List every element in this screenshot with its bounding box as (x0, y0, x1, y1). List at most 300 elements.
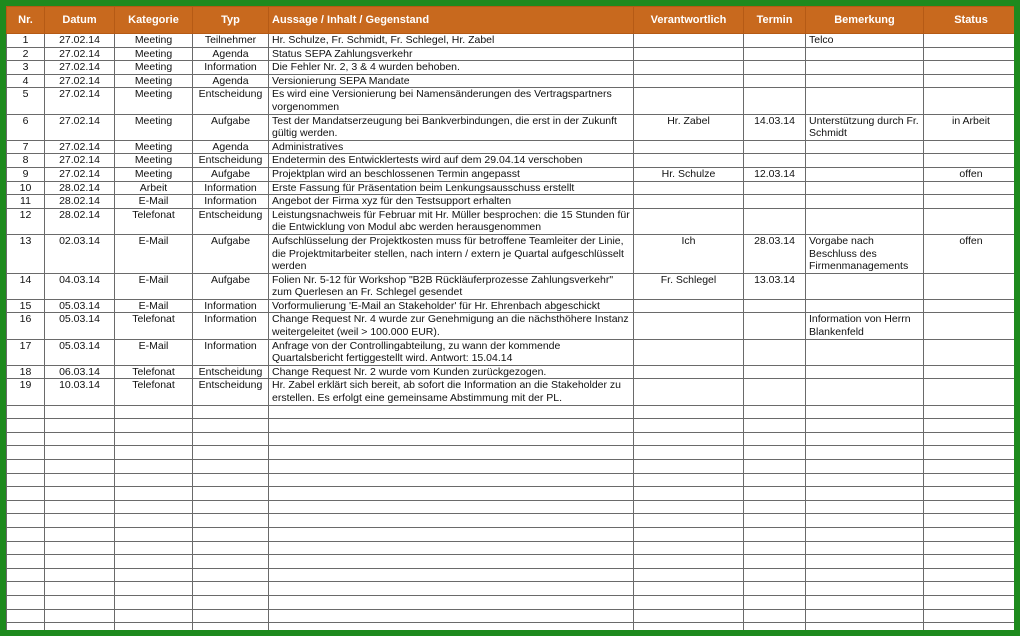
cell-bemerkung[interactable] (806, 365, 924, 379)
empty-cell[interactable] (634, 514, 744, 528)
empty-cell[interactable] (924, 419, 1015, 433)
cell-nr[interactable]: 15 (7, 299, 45, 313)
empty-cell[interactable] (269, 527, 634, 541)
empty-cell[interactable] (7, 487, 45, 501)
empty-cell[interactable] (744, 582, 806, 596)
cell-inhalt[interactable]: Es wird eine Versionierung bei Namensänderungen des Vertragspartners vorgenommen (269, 88, 634, 114)
empty-cell[interactable] (924, 500, 1015, 514)
col-header-inhalt[interactable]: Aussage / Inhalt / Gegenstand (269, 7, 634, 34)
cell-datum[interactable]: 27.02.14 (45, 88, 115, 114)
empty-cell[interactable] (115, 582, 193, 596)
empty-cell[interactable] (744, 527, 806, 541)
cell-inhalt[interactable]: Angebot der Firma xyz für den Testsupport erhalten (269, 195, 634, 209)
empty-cell[interactable] (634, 582, 744, 596)
cell-status[interactable]: in Arbeit (924, 114, 1015, 140)
cell-nr[interactable]: 11 (7, 195, 45, 209)
cell-status[interactable] (924, 339, 1015, 365)
empty-cell[interactable] (45, 460, 115, 474)
empty-cell[interactable] (7, 582, 45, 596)
cell-verantwortlich[interactable] (634, 88, 744, 114)
empty-cell[interactable] (634, 460, 744, 474)
empty-cell[interactable] (806, 582, 924, 596)
cell-verantwortlich[interactable] (634, 154, 744, 168)
empty-cell[interactable] (634, 541, 744, 555)
col-header-datum[interactable]: Datum (45, 7, 115, 34)
empty-cell[interactable] (45, 514, 115, 528)
empty-cell[interactable] (924, 568, 1015, 582)
cell-status[interactable]: offen (924, 167, 1015, 181)
cell-nr[interactable]: 17 (7, 339, 45, 365)
col-header-nr[interactable]: Nr. (7, 7, 45, 34)
cell-termin[interactable] (744, 88, 806, 114)
cell-termin[interactable] (744, 313, 806, 339)
cell-bemerkung[interactable] (806, 74, 924, 88)
empty-cell[interactable] (924, 527, 1015, 541)
cell-kategorie[interactable]: Telefonat (115, 208, 193, 234)
cell-kategorie[interactable]: Telefonat (115, 379, 193, 405)
cell-status[interactable] (924, 61, 1015, 75)
empty-cell[interactable] (806, 595, 924, 609)
cell-inhalt[interactable]: Hr. Schulze, Fr. Schmidt, Fr. Schlegel, Hr. Zabel (269, 34, 634, 48)
cell-kategorie[interactable]: Meeting (115, 88, 193, 114)
empty-cell[interactable] (806, 514, 924, 528)
cell-verantwortlich[interactable] (634, 208, 744, 234)
empty-cell[interactable] (45, 555, 115, 569)
cell-verantwortlich[interactable]: Fr. Schlegel (634, 273, 744, 299)
cell-datum[interactable]: 27.02.14 (45, 61, 115, 75)
empty-cell[interactable] (193, 405, 269, 419)
empty-cell[interactable] (45, 527, 115, 541)
cell-nr[interactable]: 1 (7, 34, 45, 48)
empty-cell[interactable] (193, 487, 269, 501)
cell-inhalt[interactable]: Projektplan wird an beschlossenen Termin angepasst (269, 167, 634, 181)
cell-inhalt[interactable]: Versionierung SEPA Mandate (269, 74, 634, 88)
empty-cell[interactable] (115, 541, 193, 555)
empty-cell[interactable] (115, 419, 193, 433)
empty-cell[interactable] (45, 595, 115, 609)
empty-cell[interactable] (924, 514, 1015, 528)
cell-termin[interactable] (744, 34, 806, 48)
cell-datum[interactable]: 28.02.14 (45, 195, 115, 209)
cell-bemerkung[interactable] (806, 208, 924, 234)
empty-cell[interactable] (634, 555, 744, 569)
cell-inhalt[interactable]: Change Request Nr. 2 wurde vom Kunden zurückgezogen. (269, 365, 634, 379)
empty-cell[interactable] (634, 609, 744, 623)
col-header-kategorie[interactable]: Kategorie (115, 7, 193, 34)
empty-cell[interactable] (634, 623, 744, 630)
cell-status[interactable] (924, 379, 1015, 405)
empty-cell[interactable] (7, 514, 45, 528)
empty-cell[interactable] (269, 473, 634, 487)
empty-cell[interactable] (744, 595, 806, 609)
cell-typ[interactable]: Agenda (193, 140, 269, 154)
cell-status[interactable] (924, 208, 1015, 234)
cell-typ[interactable]: Entscheidung (193, 88, 269, 114)
empty-cell[interactable] (806, 432, 924, 446)
cell-typ[interactable]: Aufgabe (193, 234, 269, 273)
empty-cell[interactable] (193, 541, 269, 555)
empty-cell[interactable] (744, 623, 806, 630)
cell-typ[interactable]: Teilnehmer (193, 34, 269, 48)
empty-cell[interactable] (193, 582, 269, 596)
empty-cell[interactable] (115, 609, 193, 623)
cell-termin[interactable]: 28.03.14 (744, 234, 806, 273)
cell-status[interactable] (924, 273, 1015, 299)
empty-cell[interactable] (115, 405, 193, 419)
empty-cell[interactable] (7, 419, 45, 433)
empty-cell[interactable] (269, 487, 634, 501)
cell-verantwortlich[interactable] (634, 181, 744, 195)
cell-bemerkung[interactable] (806, 154, 924, 168)
empty-cell[interactable] (193, 419, 269, 433)
empty-cell[interactable] (806, 541, 924, 555)
cell-termin[interactable] (744, 154, 806, 168)
cell-inhalt[interactable]: Change Request Nr. 4 wurde zur Genehmigung an die nächsthöhere Instanz weitergeleitet (weil > 100.000 EUR). (269, 313, 634, 339)
cell-inhalt[interactable]: Administratives (269, 140, 634, 154)
empty-cell[interactable] (45, 623, 115, 630)
empty-cell[interactable] (924, 405, 1015, 419)
empty-cell[interactable] (924, 541, 1015, 555)
empty-cell[interactable] (806, 419, 924, 433)
empty-cell[interactable] (193, 446, 269, 460)
cell-datum[interactable]: 05.03.14 (45, 299, 115, 313)
empty-cell[interactable] (924, 432, 1015, 446)
cell-termin[interactable]: 12.03.14 (744, 167, 806, 181)
empty-cell[interactable] (269, 623, 634, 630)
cell-datum[interactable]: 27.02.14 (45, 74, 115, 88)
empty-cell[interactable] (634, 419, 744, 433)
empty-cell[interactable] (806, 623, 924, 630)
cell-nr[interactable]: 7 (7, 140, 45, 154)
cell-kategorie[interactable]: Meeting (115, 154, 193, 168)
empty-cell[interactable] (193, 609, 269, 623)
cell-bemerkung[interactable]: Information von Herrn Blankenfeld (806, 313, 924, 339)
empty-cell[interactable] (634, 500, 744, 514)
empty-cell[interactable] (115, 527, 193, 541)
empty-cell[interactable] (269, 555, 634, 569)
empty-cell[interactable] (193, 595, 269, 609)
cell-nr[interactable]: 5 (7, 88, 45, 114)
empty-cell[interactable] (744, 460, 806, 474)
cell-typ[interactable]: Entscheidung (193, 208, 269, 234)
cell-typ[interactable]: Entscheidung (193, 365, 269, 379)
cell-datum[interactable]: 28.02.14 (45, 181, 115, 195)
cell-termin[interactable] (744, 339, 806, 365)
cell-verantwortlich[interactable] (634, 140, 744, 154)
empty-cell[interactable] (7, 527, 45, 541)
cell-typ[interactable]: Agenda (193, 47, 269, 61)
empty-cell[interactable] (744, 432, 806, 446)
cell-nr[interactable]: 8 (7, 154, 45, 168)
cell-nr[interactable]: 18 (7, 365, 45, 379)
empty-cell[interactable] (45, 432, 115, 446)
empty-cell[interactable] (7, 568, 45, 582)
cell-status[interactable] (924, 154, 1015, 168)
empty-cell[interactable] (115, 460, 193, 474)
cell-verantwortlich[interactable] (634, 379, 744, 405)
empty-cell[interactable] (7, 609, 45, 623)
cell-termin[interactable] (744, 365, 806, 379)
empty-cell[interactable] (115, 500, 193, 514)
cell-datum[interactable]: 28.02.14 (45, 208, 115, 234)
cell-typ[interactable]: Information (193, 181, 269, 195)
empty-cell[interactable] (269, 514, 634, 528)
empty-cell[interactable] (193, 460, 269, 474)
empty-cell[interactable] (45, 582, 115, 596)
cell-datum[interactable]: 27.02.14 (45, 154, 115, 168)
cell-inhalt[interactable]: Status SEPA Zahlungsverkehr (269, 47, 634, 61)
cell-nr[interactable]: 3 (7, 61, 45, 75)
cell-termin[interactable] (744, 208, 806, 234)
empty-cell[interactable] (634, 568, 744, 582)
empty-cell[interactable] (806, 568, 924, 582)
cell-kategorie[interactable]: Meeting (115, 167, 193, 181)
cell-verantwortlich[interactable] (634, 299, 744, 313)
empty-cell[interactable] (7, 500, 45, 514)
cell-kategorie[interactable]: Telefonat (115, 365, 193, 379)
cell-verantwortlich[interactable] (634, 339, 744, 365)
empty-cell[interactable] (115, 473, 193, 487)
empty-cell[interactable] (744, 446, 806, 460)
cell-kategorie[interactable]: E-Mail (115, 339, 193, 365)
cell-datum[interactable]: 27.02.14 (45, 34, 115, 48)
empty-cell[interactable] (269, 432, 634, 446)
empty-cell[interactable] (806, 609, 924, 623)
empty-cell[interactable] (744, 609, 806, 623)
cell-termin[interactable]: 13.03.14 (744, 273, 806, 299)
cell-verantwortlich[interactable]: Hr. Schulze (634, 167, 744, 181)
empty-cell[interactable] (806, 405, 924, 419)
empty-cell[interactable] (7, 432, 45, 446)
empty-cell[interactable] (193, 432, 269, 446)
empty-cell[interactable] (193, 473, 269, 487)
empty-cell[interactable] (45, 473, 115, 487)
empty-cell[interactable] (744, 514, 806, 528)
empty-cell[interactable] (744, 419, 806, 433)
cell-kategorie[interactable]: Arbeit (115, 181, 193, 195)
cell-bemerkung[interactable] (806, 61, 924, 75)
empty-cell[interactable] (269, 595, 634, 609)
cell-nr[interactable]: 4 (7, 74, 45, 88)
cell-bemerkung[interactable] (806, 167, 924, 181)
empty-cell[interactable] (744, 500, 806, 514)
cell-status[interactable] (924, 313, 1015, 339)
cell-bemerkung[interactable] (806, 299, 924, 313)
empty-cell[interactable] (924, 460, 1015, 474)
empty-cell[interactable] (806, 500, 924, 514)
empty-cell[interactable] (7, 473, 45, 487)
cell-kategorie[interactable]: E-Mail (115, 234, 193, 273)
cell-inhalt[interactable]: Anfrage von der Controllingabteilung, zu wann der kommende Quartalsbericht fertiggestellt wird. Antwort: 15.04.14 (269, 339, 634, 365)
cell-verantwortlich[interactable] (634, 34, 744, 48)
empty-cell[interactable] (193, 527, 269, 541)
cell-typ[interactable]: Information (193, 339, 269, 365)
empty-cell[interactable] (744, 568, 806, 582)
cell-bemerkung[interactable] (806, 379, 924, 405)
empty-cell[interactable] (634, 432, 744, 446)
cell-kategorie[interactable]: Meeting (115, 140, 193, 154)
empty-cell[interactable] (634, 405, 744, 419)
cell-inhalt[interactable]: Folien Nr. 5-12 für Workshop "B2B Rückläuferprozesse Zahlungsverkehr" zum Querlesen an Fr. Schlegel gesendet (269, 273, 634, 299)
empty-cell[interactable] (45, 541, 115, 555)
cell-verantwortlich[interactable] (634, 365, 744, 379)
empty-cell[interactable] (269, 568, 634, 582)
cell-nr[interactable]: 9 (7, 167, 45, 181)
empty-cell[interactable] (924, 623, 1015, 630)
empty-cell[interactable] (115, 595, 193, 609)
cell-termin[interactable] (744, 181, 806, 195)
cell-inhalt[interactable]: Erste Fassung für Präsentation beim Lenkungsausschuss erstellt (269, 181, 634, 195)
empty-cell[interactable] (924, 595, 1015, 609)
cell-typ[interactable]: Agenda (193, 74, 269, 88)
empty-cell[interactable] (634, 446, 744, 460)
cell-status[interactable] (924, 34, 1015, 48)
cell-bemerkung[interactable]: Unterstützung durch Fr. Schmidt (806, 114, 924, 140)
empty-cell[interactable] (193, 623, 269, 630)
cell-verantwortlich[interactable] (634, 47, 744, 61)
empty-cell[interactable] (7, 405, 45, 419)
empty-cell[interactable] (45, 568, 115, 582)
cell-inhalt[interactable]: Aufschlüsselung der Projektkosten muss für betroffene Teamleiter der Linie, die Projektmitarbeiter stellen, nach intern / extern je Quartal aufgeschlüsselt werden (269, 234, 634, 273)
empty-cell[interactable] (7, 541, 45, 555)
empty-cell[interactable] (7, 446, 45, 460)
cell-nr[interactable]: 13 (7, 234, 45, 273)
empty-cell[interactable] (115, 487, 193, 501)
cell-status[interactable] (924, 195, 1015, 209)
cell-termin[interactable] (744, 74, 806, 88)
cell-bemerkung[interactable] (806, 181, 924, 195)
cell-verantwortlich[interactable] (634, 195, 744, 209)
cell-inhalt[interactable]: Die Fehler Nr. 2, 3 & 4 wurden behoben. (269, 61, 634, 75)
cell-status[interactable] (924, 88, 1015, 114)
cell-kategorie[interactable]: E-Mail (115, 195, 193, 209)
cell-termin[interactable] (744, 299, 806, 313)
cell-status[interactable] (924, 140, 1015, 154)
cell-bemerkung[interactable] (806, 273, 924, 299)
cell-nr[interactable]: 14 (7, 273, 45, 299)
empty-cell[interactable] (744, 405, 806, 419)
cell-status[interactable] (924, 47, 1015, 61)
cell-kategorie[interactable]: Meeting (115, 74, 193, 88)
cell-bemerkung[interactable]: Telco (806, 34, 924, 48)
empty-cell[interactable] (269, 446, 634, 460)
empty-cell[interactable] (744, 487, 806, 501)
cell-kategorie[interactable]: Telefonat (115, 313, 193, 339)
empty-cell[interactable] (806, 446, 924, 460)
cell-termin[interactable] (744, 195, 806, 209)
empty-cell[interactable] (45, 487, 115, 501)
cell-nr[interactable]: 10 (7, 181, 45, 195)
empty-cell[interactable] (806, 460, 924, 474)
empty-cell[interactable] (269, 405, 634, 419)
empty-cell[interactable] (269, 541, 634, 555)
cell-status[interactable] (924, 365, 1015, 379)
empty-cell[interactable] (744, 541, 806, 555)
cell-datum[interactable]: 04.03.14 (45, 273, 115, 299)
empty-cell[interactable] (269, 460, 634, 474)
empty-cell[interactable] (193, 568, 269, 582)
cell-verantwortlich[interactable]: Ich (634, 234, 744, 273)
cell-typ[interactable]: Entscheidung (193, 154, 269, 168)
cell-termin[interactable] (744, 47, 806, 61)
empty-cell[interactable] (634, 595, 744, 609)
cell-datum[interactable]: 06.03.14 (45, 365, 115, 379)
cell-inhalt[interactable]: Leistungsnachweis für Februar mit Hr. Müller besprochen: die 15 Stunden für die Entwicklung von Modul abc werden herausgenommen (269, 208, 634, 234)
cell-typ[interactable]: Information (193, 61, 269, 75)
cell-inhalt[interactable]: Endetermin des Entwicklertests wird auf dem 29.04.14 verschoben (269, 154, 634, 168)
empty-cell[interactable] (634, 487, 744, 501)
empty-cell[interactable] (924, 609, 1015, 623)
cell-inhalt[interactable]: Test der Mandatserzeugung bei Bankverbindungen, die erst in der Zukunft gültig werden. (269, 114, 634, 140)
cell-kategorie[interactable]: E-Mail (115, 299, 193, 313)
empty-cell[interactable] (924, 487, 1015, 501)
col-header-termin[interactable]: Termin (744, 7, 806, 34)
empty-cell[interactable] (806, 527, 924, 541)
cell-termin[interactable]: 14.03.14 (744, 114, 806, 140)
cell-datum[interactable]: 27.02.14 (45, 47, 115, 61)
cell-typ[interactable]: Aufgabe (193, 273, 269, 299)
cell-datum[interactable]: 05.03.14 (45, 339, 115, 365)
cell-bemerkung[interactable] (806, 88, 924, 114)
empty-cell[interactable] (115, 514, 193, 528)
empty-cell[interactable] (269, 609, 634, 623)
empty-cell[interactable] (634, 527, 744, 541)
cell-datum[interactable]: 05.03.14 (45, 313, 115, 339)
cell-status[interactable]: offen (924, 234, 1015, 273)
empty-cell[interactable] (45, 405, 115, 419)
cell-status[interactable] (924, 181, 1015, 195)
empty-cell[interactable] (45, 419, 115, 433)
empty-cell[interactable] (269, 500, 634, 514)
cell-typ[interactable]: Aufgabe (193, 114, 269, 140)
empty-cell[interactable] (634, 473, 744, 487)
cell-typ[interactable]: Aufgabe (193, 167, 269, 181)
empty-cell[interactable] (924, 446, 1015, 460)
empty-cell[interactable] (115, 623, 193, 630)
col-header-status[interactable]: Status (924, 7, 1015, 34)
empty-cell[interactable] (115, 555, 193, 569)
cell-typ[interactable]: Information (193, 299, 269, 313)
cell-status[interactable] (924, 299, 1015, 313)
empty-cell[interactable] (806, 473, 924, 487)
cell-datum[interactable]: 27.02.14 (45, 140, 115, 154)
cell-verantwortlich[interactable]: Hr. Zabel (634, 114, 744, 140)
col-header-verantwortlich[interactable]: Verantwortlich (634, 7, 744, 34)
col-header-typ[interactable]: Typ (193, 7, 269, 34)
cell-verantwortlich[interactable] (634, 74, 744, 88)
empty-cell[interactable] (7, 595, 45, 609)
empty-cell[interactable] (193, 555, 269, 569)
cell-kategorie[interactable]: Meeting (115, 114, 193, 140)
cell-datum[interactable]: 27.02.14 (45, 114, 115, 140)
cell-verantwortlich[interactable] (634, 61, 744, 75)
empty-cell[interactable] (115, 432, 193, 446)
cell-termin[interactable] (744, 379, 806, 405)
cell-typ[interactable]: Information (193, 195, 269, 209)
cell-nr[interactable]: 19 (7, 379, 45, 405)
cell-kategorie[interactable]: Meeting (115, 61, 193, 75)
empty-cell[interactable] (115, 446, 193, 460)
col-header-bemerkung[interactable]: Bemerkung (806, 7, 924, 34)
cell-nr[interactable]: 2 (7, 47, 45, 61)
cell-typ[interactable]: Information (193, 313, 269, 339)
cell-kategorie[interactable]: E-Mail (115, 273, 193, 299)
empty-cell[interactable] (193, 500, 269, 514)
empty-cell[interactable] (7, 460, 45, 474)
empty-cell[interactable] (806, 487, 924, 501)
cell-kategorie[interactable]: Meeting (115, 34, 193, 48)
cell-bemerkung[interactable]: Vorgabe nach Beschluss des Firmenmanagements (806, 234, 924, 273)
